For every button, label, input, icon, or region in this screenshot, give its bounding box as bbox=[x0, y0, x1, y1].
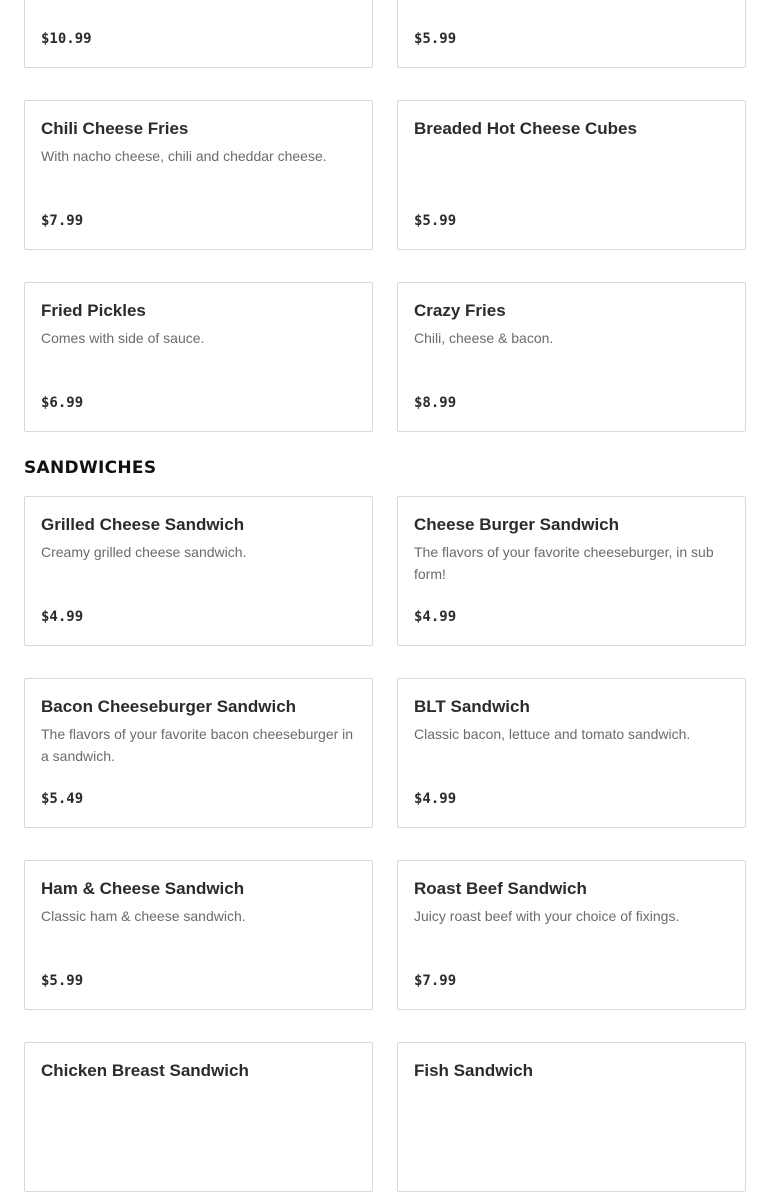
menu-item-card[interactable] bbox=[397, 282, 746, 432]
menu-item-description: The flavors of your favorite bacon cheeseburger in a sandwich. bbox=[41, 726, 354, 764]
menu-item-description: Comes with side of sauce. bbox=[41, 330, 205, 346]
menu-item-price: $5.99 bbox=[414, 31, 457, 47]
menu-item-name: Crazy Fries bbox=[414, 301, 506, 320]
menu-item-card[interactable] bbox=[397, 860, 746, 1010]
menu-item-card[interactable] bbox=[24, 1042, 373, 1192]
menu-item-name: Fish Sandwich bbox=[414, 1061, 534, 1080]
menu-item-card[interactable] bbox=[24, 100, 373, 250]
menu-item-price: $5.99 bbox=[41, 973, 84, 989]
menu-item-price: $7.99 bbox=[41, 213, 84, 229]
menu-item-card[interactable] bbox=[24, 496, 373, 646]
menu-item-name: Grilled Cheese Sandwich bbox=[41, 515, 245, 534]
menu-item-description: Juicy roast beef with your choice of fixings. bbox=[414, 908, 680, 924]
menu-item-price: $5.49 bbox=[41, 791, 84, 807]
menu-item-price: $4.99 bbox=[414, 609, 457, 625]
menu-item-name: Roast Beef Sandwich bbox=[414, 879, 587, 898]
menu-item-name: BLT Sandwich bbox=[414, 697, 530, 716]
menu-item-price: $8.99 bbox=[414, 395, 457, 411]
menu-item-card[interactable] bbox=[24, 282, 373, 432]
menu-item-description: Creamy grilled cheese sandwich. bbox=[41, 544, 247, 560]
menu-item-card[interactable] bbox=[397, 1042, 746, 1192]
section-title-sandwiches: SANDWICHES bbox=[24, 458, 157, 478]
menu-item-card[interactable] bbox=[24, 860, 373, 1010]
menu-item-description: With nacho cheese, chili and cheddar cheese. bbox=[41, 148, 327, 164]
menu-item-name: Chili Cheese Fries bbox=[41, 119, 189, 138]
menu-item-card[interactable] bbox=[397, 678, 746, 828]
menu-item-price: $7.99 bbox=[414, 973, 457, 989]
menu-item-name: Breaded Hot Cheese Cubes bbox=[414, 119, 637, 138]
menu-item-name: Chicken Breast Sandwich bbox=[41, 1061, 249, 1080]
menu-item-card[interactable] bbox=[24, 0, 373, 68]
menu-item-price: $5.99 bbox=[414, 213, 457, 229]
menu-item-card[interactable] bbox=[397, 100, 746, 250]
menu-item-price: $6.99 bbox=[41, 395, 84, 411]
menu-item-description: The flavors of your favorite cheeseburger, in sub form! bbox=[414, 544, 714, 582]
menu-item-name: Ham & Cheese Sandwich bbox=[41, 879, 245, 898]
menu-item-description: Chili, cheese & bacon. bbox=[414, 330, 554, 346]
menu-item-card[interactable] bbox=[397, 0, 746, 68]
menu-item-card[interactable] bbox=[397, 496, 746, 646]
menu-item-price: $10.99 bbox=[41, 31, 92, 47]
menu-item-description: Classic bacon, lettuce and tomato sandwich. bbox=[414, 726, 691, 742]
menu-item-card[interactable] bbox=[24, 678, 373, 828]
menu-item-price: $4.99 bbox=[414, 791, 457, 807]
menu-item-name: Bacon Cheeseburger Sandwich bbox=[41, 697, 297, 716]
menu-item-name: Cheese Burger Sandwich bbox=[414, 515, 620, 534]
menu-item-price: $4.99 bbox=[41, 609, 84, 625]
menu-item-description: Classic ham & cheese sandwich. bbox=[41, 908, 246, 924]
menu-item-name: Fried Pickles bbox=[41, 301, 146, 320]
